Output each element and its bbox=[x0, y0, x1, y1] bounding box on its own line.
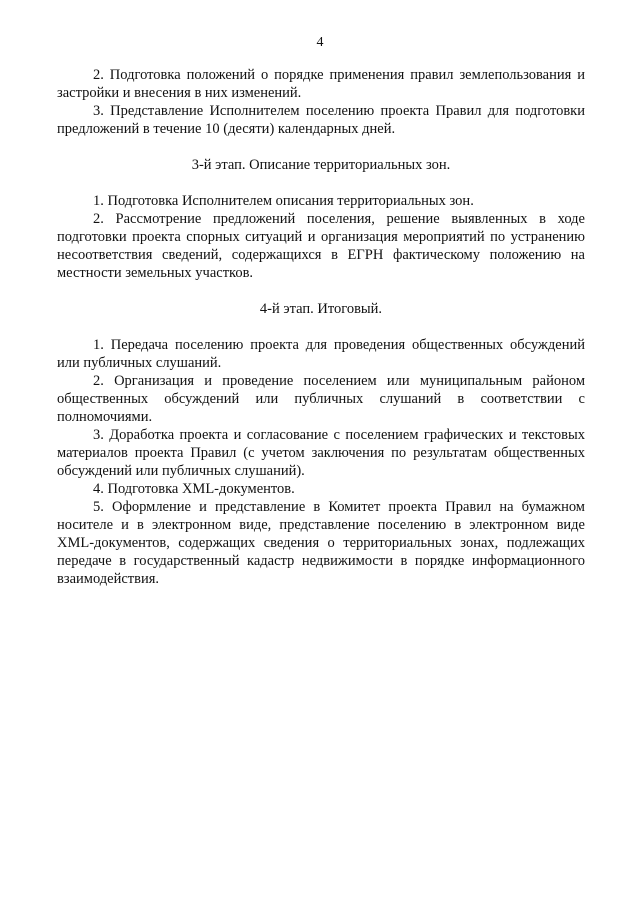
document-body bbox=[57, 66, 585, 588]
page-number: 4 bbox=[316, 35, 324, 50]
paragraph-stage4-item3: 3. Доработка проекта и согласование с поселением графических и текстовых материалов проекта Правил (с учетом заключения по результатам общественных обсуждений или публичных слушаний). bbox=[57, 427, 585, 479]
paragraph-stage4-item4: 4. Подготовка XML-документов. bbox=[93, 481, 295, 497]
paragraph-stage2-item3: 3. Представление Исполнителем поселению проекта Правил для подготовки предложений в течение 10 (десяти) календарных дней. bbox=[57, 103, 585, 137]
paragraph-stage4-item1: 1. Передача поселению проекта для проведения общественных обсуждений или публичных слушаний. bbox=[57, 337, 585, 371]
paragraph-stage4-item5: 5. Оформление и представление в Комитет проекта Правил на бумажном носителе и в электронном виде, представление поселению в электронном виде XML-документов, содержащих сведения о территориальных зонах, подлежащих передаче в государственный кадастр недвижимости в порядке информационного взаимодействия. bbox=[57, 499, 585, 587]
paragraph-stage4-item2: 2. Организация и проведение поселением или муниципальным районом общественных обсуждений или публичных слушаний в соответствии с полномочиями. bbox=[57, 373, 585, 425]
paragraph-stage3-item1: 1. Подготовка Исполнителем описания территориальных зон. bbox=[93, 193, 474, 209]
paragraph-stage3-item2: 2. Рассмотрение предложений поселения, решение выявленных в ходе подготовки проекта спорных ситуаций и организация мероприятий по устранению несоответствия сведений, содержащихся в ЕГРН фактическому положению на местности земельных участков. bbox=[57, 211, 585, 281]
stage3-heading: 3-й этап. Описание территориальных зон. bbox=[191, 157, 451, 173]
stage4-heading: 4-й этап. Итоговый. bbox=[259, 301, 383, 317]
paragraph-stage2-item2: 2. Подготовка положений о порядке применения правил землепользования и застройки и внесения в них изменений. bbox=[57, 67, 585, 101]
